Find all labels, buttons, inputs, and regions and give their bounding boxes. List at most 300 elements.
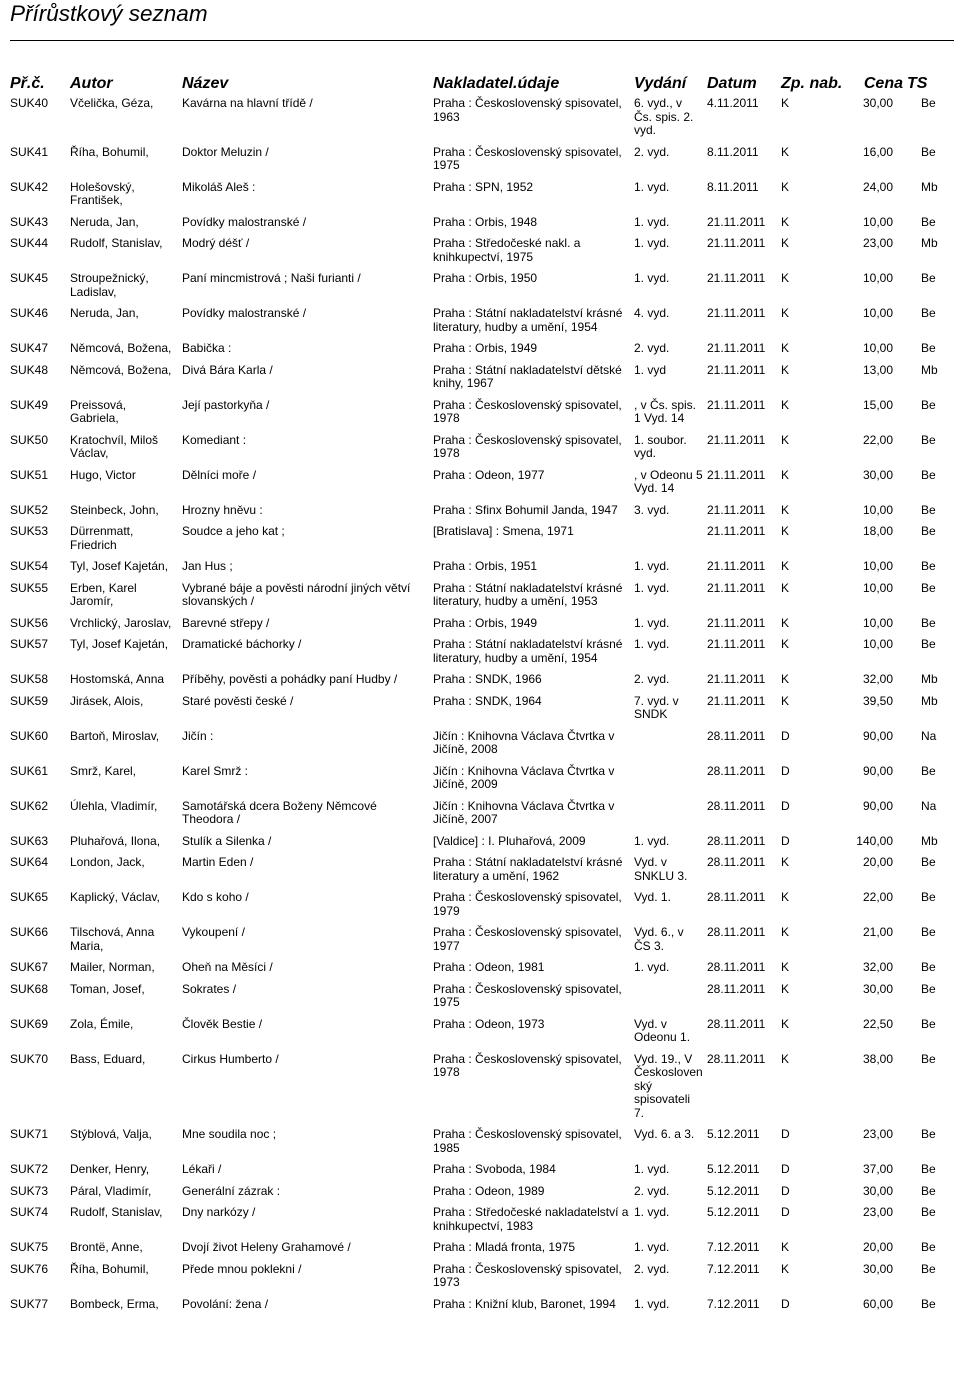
ts-cell: Be — [921, 397, 936, 412]
datum-cell: 7.12.2011 — [707, 1261, 760, 1276]
nazev-cell: Mne soudila noc ; — [182, 1127, 277, 1141]
table-row — [8, 145, 952, 180]
datum-cell: 28.11.2011 — [707, 855, 766, 869]
table-row — [8, 672, 952, 694]
table-row — [8, 581, 952, 616]
table-body — [8, 96, 952, 1318]
cena-cell: 10,00 — [862, 615, 893, 630]
autor-cell: Mailer, Norman, — [70, 960, 155, 974]
ts-cell: Be — [921, 1051, 936, 1066]
vydani-cell: 1. vyd. — [634, 1240, 670, 1254]
nakladatel-cell: Praha : Středočeské nakl. a knihkupectví, 1975 — [433, 236, 581, 264]
nakladatel-cell: Praha : Československý spisovatel, 1978 — [433, 432, 622, 460]
autor-cell: Neruda, Jan, — [70, 214, 139, 229]
cena-cell: 10,00 — [862, 637, 893, 651]
vydani-cell — [632, 729, 705, 764]
ts-cell: Be — [921, 1296, 936, 1311]
vydani-cell — [632, 799, 705, 834]
cislo-cell: SUK65 — [10, 890, 49, 904]
nakladatel-cell: Praha : Státní nakladatelství krásné literatury, hudby a umění, 1953 — [433, 580, 623, 608]
autor-cell: Toman, Josef, — [70, 981, 145, 996]
datum-cell: 21.11.2011 — [707, 236, 766, 250]
nazev-cell: Lékaři / — [182, 1162, 222, 1176]
vydani-cell: 2. vyd. — [634, 1183, 670, 1198]
nazev-cell: Povolání: žena / — [182, 1296, 269, 1311]
vydani-cell — [632, 982, 705, 1017]
zpusob-nabyti-cell: K — [781, 214, 790, 229]
nazev-cell: Soudce a jeho kat ; — [182, 524, 285, 538]
cena-cell: 90,00 — [862, 728, 893, 743]
vydani-cell: , v Odeonu 5 Vyd. 14 — [634, 467, 703, 495]
datum-cell: 28.11.2011 — [707, 1016, 766, 1031]
vydani-cell: 1. vyd. — [634, 1162, 670, 1176]
nakladatel-cell: [Valdice] : I. Pluhařová, 2009 — [433, 833, 586, 848]
ts-cell: Be — [921, 580, 936, 595]
autor-cell: Erben, Karel Jaromír, — [70, 580, 137, 608]
nazev-cell: Samotářská dcera Boženy Němcové Theodora / — [182, 798, 377, 826]
datum-cell: 21.11.2011 — [707, 341, 766, 355]
table-row — [8, 960, 952, 982]
datum-cell: 21.11.2011 — [707, 214, 766, 229]
datum-cell: 4.11.2011 — [707, 96, 759, 110]
datum-cell: 5.12.2011 — [707, 1205, 760, 1219]
table-row — [8, 1205, 952, 1240]
autor-cell: Vrchlický, Jaroslav, — [70, 615, 172, 630]
cislo-cell: SUK40 — [10, 96, 49, 110]
ts-cell: Na — [921, 728, 937, 743]
nazev-cell: Cirkus Humberto / — [182, 1051, 279, 1066]
nazev-cell: Generální zázrak : — [182, 1183, 281, 1198]
nakladatel-cell: Praha : SNDK, 1966 — [433, 672, 542, 686]
datum-cell: 21.11.2011 — [707, 502, 766, 517]
cislo-cell: SUK50 — [10, 432, 49, 447]
datum-cell: 21.11.2011 — [707, 397, 766, 412]
vydani-cell: 3. vyd. — [634, 502, 670, 517]
vydani-cell: 1. vyd. — [634, 271, 670, 285]
nakladatel-cell: Praha : Orbis, 1951 — [433, 559, 538, 573]
nazev-cell: Komediant : — [182, 432, 247, 447]
vydani-cell: 2. vyd. — [634, 341, 670, 355]
table-row — [8, 1162, 952, 1184]
datum-cell: 21.11.2011 — [707, 306, 766, 320]
table-row — [8, 271, 952, 306]
header-ts: TS — [907, 75, 928, 92]
autor-cell: Kaplický, Václav, — [70, 890, 160, 904]
ts-cell: Be — [921, 306, 936, 320]
vydani-cell: 2. vyd. — [634, 144, 670, 159]
cislo-cell: SUK68 — [10, 981, 49, 996]
header-cena: Cena — [863, 75, 903, 92]
vydani-cell: 1. vyd. — [634, 559, 670, 573]
datum-cell: 21.11.2011 — [707, 637, 766, 651]
autor-cell: Steinbeck, John, — [70, 502, 159, 517]
table-row — [8, 96, 952, 145]
table-row — [8, 890, 952, 925]
nazev-cell: Kavárna na hlavní třídě / — [182, 96, 313, 110]
zpusob-nabyti-cell: D — [781, 798, 790, 813]
vydani-cell: 1. vyd. — [634, 179, 670, 194]
datum-cell: 21.11.2011 — [707, 559, 766, 573]
zpusob-nabyti-cell: K — [781, 502, 790, 517]
vydani-cell: , v Čs. spis. 1 Vyd. 14 — [634, 397, 697, 425]
ts-cell: Be — [921, 1261, 936, 1276]
cislo-cell: SUK44 — [10, 236, 49, 250]
vydani-cell: Vyd. 6. a 3. — [634, 1127, 695, 1141]
vydani-cell: 1. vyd. — [634, 1296, 670, 1311]
cena-cell: 20,00 — [862, 855, 893, 869]
nazev-cell: Sokrates / — [182, 981, 237, 996]
autor-cell: Denker, Henry, — [70, 1162, 150, 1176]
nakladatel-cell: Praha : Československý spisovatel, 1963 — [433, 96, 622, 124]
datum-cell: 28.11.2011 — [707, 798, 766, 813]
nakladatel-cell: Praha : Orbis, 1949 — [433, 615, 538, 630]
vydani-cell: Vyd. 6., v ČS 3. — [634, 925, 684, 953]
cislo-cell: SUK64 — [10, 855, 49, 869]
table-row — [8, 306, 952, 341]
cena-cell: 30,00 — [862, 981, 893, 996]
cena-cell: 10,00 — [862, 502, 893, 517]
nakladatel-cell: Praha : Mladá fronta, 1975 — [433, 1240, 576, 1254]
cena-cell: 10,00 — [862, 214, 893, 229]
autor-cell: Hostomská, Anna — [70, 672, 165, 686]
vydani-cell: 1. vyd. — [634, 615, 670, 630]
datum-cell: 5.12.2011 — [707, 1127, 760, 1141]
vydani-cell: 2. vyd. — [634, 1261, 670, 1276]
table-row — [8, 925, 952, 960]
ts-cell: Mb — [921, 833, 938, 848]
zpusob-nabyti-cell: K — [781, 236, 790, 250]
cislo-cell: SUK49 — [10, 397, 49, 412]
autor-cell: Páral, Vladimír, — [70, 1183, 152, 1198]
autor-cell: Říha, Bohumil, — [70, 144, 149, 159]
cislo-cell: SUK62 — [10, 798, 49, 813]
cislo-cell: SUK76 — [10, 1261, 49, 1276]
zpusob-nabyti-cell: K — [781, 693, 790, 708]
nazev-cell: Paní mincmistrová ; Naši furianti / — [182, 271, 361, 285]
nakladatel-cell: Praha : Československý spisovatel, 1978 — [433, 397, 622, 425]
autor-cell: Němcová, Božena, — [70, 341, 172, 355]
nakladatel-cell: Praha : Československý spisovatel, 1975 — [433, 144, 622, 172]
nazev-cell: Povídky malostranské / — [182, 214, 307, 229]
cena-cell: 10,00 — [862, 341, 893, 355]
cislo-cell: SUK58 — [10, 672, 49, 686]
zpusob-nabyti-cell: D — [781, 1205, 790, 1219]
autor-cell: Tyl, Josef Kajetán, — [70, 637, 169, 651]
table-row — [8, 1052, 952, 1128]
ts-cell: Be — [921, 96, 936, 110]
table-row — [8, 1127, 952, 1162]
autor-cell: Bartoň, Miroslav, — [70, 728, 160, 743]
nakladatel-cell: Praha : Odeon, 1973 — [433, 1016, 545, 1031]
title-rule — [10, 40, 954, 41]
nazev-cell: Její pastorkyňa / — [182, 397, 270, 412]
nakladatel-cell: Praha : Odeon, 1981 — [433, 960, 545, 974]
cislo-cell: SUK57 — [10, 637, 49, 651]
ts-cell: Mb — [921, 362, 938, 377]
cena-cell: 30,00 — [862, 467, 893, 482]
autor-cell: Zola, Émile, — [70, 1016, 134, 1031]
table-row — [8, 398, 952, 433]
cislo-cell: SUK51 — [10, 467, 49, 482]
datum-cell: 21.11.2011 — [707, 693, 766, 708]
nakladatel-cell: Praha : Orbis, 1950 — [433, 271, 538, 285]
autor-cell: Včelička, Géza, — [70, 96, 154, 110]
cena-cell: 22,00 — [862, 432, 893, 447]
cislo-cell: SUK75 — [10, 1240, 49, 1254]
zpusob-nabyti-cell: K — [781, 615, 790, 630]
nazev-cell: Jan Hus ; — [182, 559, 233, 573]
ts-cell: Be — [921, 341, 936, 355]
cena-cell: 32,00 — [862, 960, 893, 974]
page-title: Přírůstkový seznam — [10, 1, 208, 26]
ts-cell: Be — [921, 524, 936, 538]
zpusob-nabyti-cell: K — [781, 144, 790, 159]
datum-cell: 21.11.2011 — [707, 524, 766, 538]
ts-cell: Mb — [921, 693, 938, 708]
nakladatel-cell: Praha : Odeon, 1977 — [433, 467, 545, 482]
cena-cell: 23,00 — [862, 1127, 893, 1141]
vydani-cell: 2. vyd. — [634, 672, 670, 686]
nazev-cell: Staré pověsti české / — [182, 693, 294, 708]
nakladatel-cell: Praha : Knižní klub, Baronet, 1994 — [433, 1296, 616, 1311]
zpusob-nabyti-cell: K — [781, 890, 790, 904]
ts-cell: Mb — [921, 179, 938, 194]
cena-cell: 37,00 — [862, 1162, 893, 1176]
autor-cell: Bombeck, Erma, — [70, 1296, 159, 1311]
nazev-cell: Člověk Bestie / — [182, 1016, 263, 1031]
cena-cell: 16,00 — [862, 144, 893, 159]
autor-cell: Brontë, Anne, — [70, 1240, 143, 1254]
header-nazev: Název — [182, 75, 229, 92]
cislo-cell: SUK59 — [10, 693, 49, 708]
vydani-cell: 1. vyd. — [634, 1205, 670, 1219]
nakladatel-cell: Jičín : Knihovna Václava Čtvrtka v Jičíně, 2009 — [433, 763, 615, 791]
zpusob-nabyti-cell: K — [781, 925, 790, 939]
accession-table — [8, 72, 952, 1318]
nazev-cell: Kdo s koho / — [182, 890, 249, 904]
zpusob-nabyti-cell: D — [781, 728, 790, 743]
nazev-cell: Babička : — [182, 341, 232, 355]
ts-cell: Be — [921, 1205, 936, 1219]
autor-cell: Němcová, Božena, — [70, 362, 172, 377]
nazev-cell: Stulík a Silenka / — [182, 833, 272, 848]
table-header-row — [8, 72, 952, 96]
zpusob-nabyti-cell: K — [781, 432, 790, 447]
cena-cell: 15,00 — [862, 397, 893, 412]
nakladatel-cell: Praha : Státní nakladatelství dětské knihy, 1967 — [433, 362, 622, 390]
ts-cell: Be — [921, 763, 936, 778]
cena-cell: 13,00 — [862, 362, 893, 377]
autor-cell: Tilschová, Anna Maria, — [70, 925, 155, 953]
zpusob-nabyti-cell: K — [781, 467, 790, 482]
nazev-cell: Příběhy, pověsti a pohádky paní Hudby / — [182, 672, 398, 686]
ts-cell: Be — [921, 1240, 936, 1254]
nazev-cell: Dny narkózy / — [182, 1205, 256, 1219]
cislo-cell: SUK45 — [10, 271, 49, 285]
zpusob-nabyti-cell: K — [781, 524, 790, 538]
cena-cell: 90,00 — [862, 763, 893, 778]
nazev-cell: Dramatické báchorky / — [182, 637, 302, 651]
vydani-cell: 7. vyd. v SNDK — [634, 693, 679, 721]
autor-cell: Rudolf, Stanislav, — [70, 1205, 163, 1219]
nazev-cell: Jičín : — [182, 728, 214, 743]
cena-cell: 39,50 — [862, 693, 893, 708]
autor-cell: Smrž, Karel, — [70, 763, 137, 778]
datum-cell: 8.11.2011 — [707, 144, 759, 159]
datum-cell: 28.11.2011 — [707, 1051, 766, 1066]
table-row — [8, 694, 952, 729]
autor-cell: Úlehla, Vladimír, — [70, 798, 158, 813]
cislo-cell: SUK63 — [10, 833, 49, 848]
cena-cell: 30,00 — [862, 96, 893, 110]
nakladatel-cell: Praha : Státní nakladatelství krásné literatury, hudby a umění, 1954 — [433, 637, 623, 665]
cena-cell: 18,00 — [862, 524, 893, 538]
vydani-cell — [632, 524, 705, 559]
nakladatel-cell: Praha : Československý spisovatel, 1979 — [433, 890, 622, 918]
cena-cell: 20,00 — [862, 1240, 893, 1254]
nazev-cell: Povídky malostranské / — [182, 306, 307, 320]
zpusob-nabyti-cell: K — [781, 1016, 790, 1031]
cena-cell: 10,00 — [862, 306, 893, 320]
header-autor: Autor — [70, 75, 113, 92]
nazev-cell: Doktor Meluzin / — [182, 144, 269, 159]
zpusob-nabyti-cell: K — [781, 559, 790, 573]
vydani-cell: 1. vyd. — [634, 236, 670, 250]
table-row — [8, 1262, 952, 1297]
vydani-cell: Vyd. 19., V Československý spisovateli 7. — [634, 1051, 703, 1120]
cena-cell: 30,00 — [862, 1183, 893, 1198]
zpusob-nabyti-cell: D — [781, 1127, 790, 1141]
header-nakladatel: Nakladatel.údaje — [433, 75, 560, 92]
datum-cell: 21.11.2011 — [707, 362, 766, 377]
ts-cell: Be — [921, 890, 936, 904]
nakladatel-cell: Praha : Československý spisovatel, 1973 — [433, 1261, 622, 1289]
cislo-cell: SUK66 — [10, 925, 49, 939]
zpusob-nabyti-cell: K — [781, 306, 790, 320]
cislo-cell: SUK60 — [10, 728, 49, 743]
datum-cell: 5.12.2011 — [707, 1162, 760, 1176]
ts-cell: Be — [921, 1016, 936, 1031]
zpusob-nabyti-cell: D — [781, 1183, 790, 1198]
table-row — [8, 559, 952, 581]
datum-cell: 7.12.2011 — [707, 1296, 760, 1311]
datum-cell: 8.11.2011 — [707, 179, 759, 194]
ts-cell: Be — [921, 1127, 936, 1141]
ts-cell: Be — [921, 432, 936, 447]
vydani-cell: Vyd. 1. — [634, 890, 671, 904]
ts-cell: Be — [921, 559, 936, 573]
datum-cell: 28.11.2011 — [707, 728, 766, 743]
cislo-cell: SUK72 — [10, 1162, 49, 1176]
cena-cell: 21,00 — [862, 925, 893, 939]
table-row — [8, 341, 952, 363]
zpusob-nabyti-cell: D — [781, 763, 790, 778]
autor-cell: Neruda, Jan, — [70, 306, 139, 320]
ts-cell: Be — [921, 1162, 936, 1176]
cislo-cell: SUK69 — [10, 1016, 49, 1031]
zpusob-nabyti-cell: K — [781, 397, 790, 412]
cislo-cell: SUK42 — [10, 179, 49, 194]
vydani-cell: 1. vyd — [634, 362, 667, 377]
cislo-cell: SUK70 — [10, 1051, 49, 1066]
ts-cell: Be — [921, 855, 936, 869]
autor-cell: Stroupežnický, Ladislav, — [70, 271, 149, 299]
cislo-cell: SUK41 — [10, 144, 49, 159]
cislo-cell: SUK48 — [10, 362, 49, 377]
autor-cell: Kratochvíl, Miloš Václav, — [70, 432, 159, 460]
ts-cell: Mb — [921, 672, 938, 686]
cena-cell: 60,00 — [862, 1296, 893, 1311]
cena-cell: 30,00 — [862, 1261, 893, 1276]
autor-cell: Říha, Bohumil, — [70, 1261, 149, 1276]
datum-cell: 28.11.2011 — [707, 833, 766, 848]
nakladatel-cell: [Bratislava] : Smena, 1971 — [433, 524, 574, 538]
nakladatel-cell: Praha : Státní nakladatelství krásné literatury a umění, 1962 — [433, 855, 623, 883]
table-row — [8, 503, 952, 525]
zpusob-nabyti-cell: K — [781, 981, 790, 996]
ts-cell: Be — [921, 271, 936, 285]
cena-cell: 32,00 — [862, 672, 893, 686]
datum-cell: 21.11.2011 — [707, 467, 766, 482]
ts-cell: Be — [921, 615, 936, 630]
autor-cell: Pluhařová, Ilona, — [70, 833, 161, 848]
autor-cell: Stýblová, Valja, — [70, 1127, 152, 1141]
zpusob-nabyti-cell: K — [781, 855, 790, 869]
zpusob-nabyti-cell: K — [781, 960, 790, 974]
nakladatel-cell: Praha : Československý spisovatel, 1985 — [433, 1127, 622, 1155]
cena-cell: 22,00 — [862, 890, 893, 904]
table-row — [8, 180, 952, 215]
ts-cell: Mb — [921, 236, 938, 250]
datum-cell: 28.11.2011 — [707, 981, 766, 996]
nazev-cell: Oheň na Měsíci / — [182, 960, 273, 974]
nakladatel-cell: Jičín : Knihovna Václava Čtvrtka v Jičíně, 2008 — [433, 728, 615, 756]
vydani-cell: 1. vyd. — [634, 637, 670, 651]
zpusob-nabyti-cell: D — [781, 1296, 790, 1311]
table-row — [8, 764, 952, 799]
autor-cell: Bass, Eduard, — [70, 1051, 146, 1066]
zpusob-nabyti-cell: D — [781, 833, 790, 848]
cena-cell: 24,00 — [862, 179, 893, 194]
cena-cell: 23,00 — [862, 1205, 893, 1219]
nakladatel-cell: Praha : Svoboda, 1984 — [433, 1162, 556, 1176]
autor-cell: Hugo, Victor — [70, 467, 136, 482]
nakladatel-cell: Praha : Odeon, 1989 — [433, 1183, 545, 1198]
nakladatel-cell: Praha : Československý spisovatel, 1978 — [433, 1051, 622, 1079]
zpusob-nabyti-cell: K — [781, 271, 790, 285]
cislo-cell: SUK52 — [10, 502, 49, 517]
vydani-cell: Vyd. v Odeonu 1. — [634, 1016, 691, 1044]
ts-cell: Be — [921, 1183, 936, 1198]
datum-cell: 7.12.2011 — [707, 1240, 760, 1254]
nakladatel-cell: Praha : Orbis, 1948 — [433, 214, 538, 229]
datum-cell: 5.12.2011 — [707, 1183, 760, 1198]
datum-cell: 21.11.2011 — [707, 271, 766, 285]
table-row — [8, 799, 952, 834]
zpusob-nabyti-cell: D — [781, 1162, 790, 1176]
zpusob-nabyti-cell: K — [781, 96, 790, 110]
zpusob-nabyti-cell: K — [781, 580, 790, 595]
zpusob-nabyti-cell: K — [781, 1051, 790, 1066]
datum-cell: 28.11.2011 — [707, 925, 766, 939]
nakladatel-cell: Praha : SPN, 1952 — [433, 179, 534, 194]
nazev-cell: Přede mnou poklekni / — [182, 1261, 302, 1276]
table-row — [8, 855, 952, 890]
nazev-cell: Vykoupení / — [182, 925, 245, 939]
nakladatel-cell: Jičín : Knihovna Václava Čtvrtka v Jičíně, 2007 — [433, 798, 615, 826]
cena-cell: 140,00 — [856, 833, 893, 848]
cena-cell: 10,00 — [862, 271, 893, 285]
